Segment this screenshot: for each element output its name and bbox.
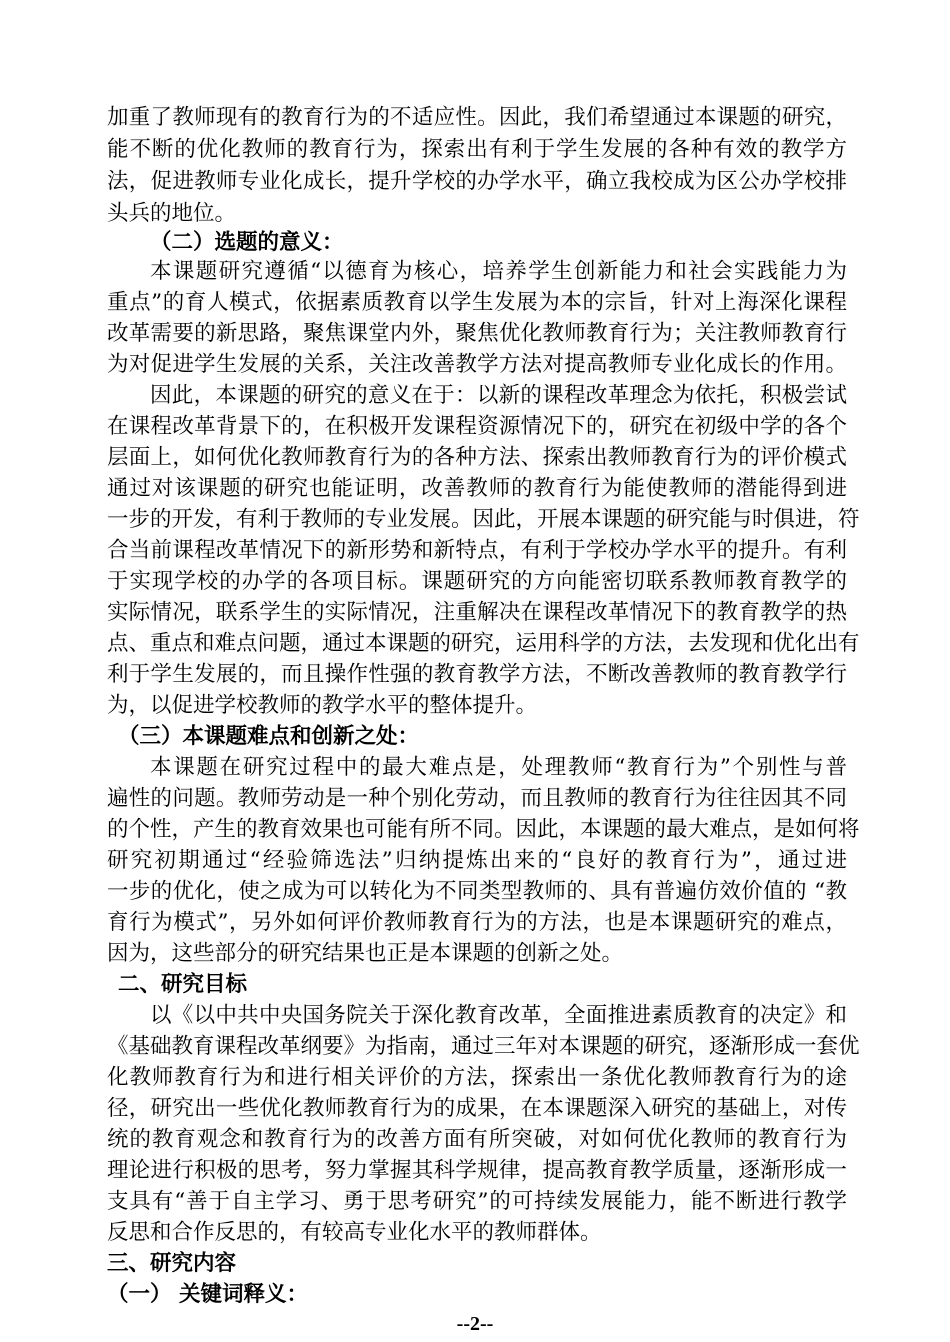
paragraph-line: 支具有“善于自主学习、勇于思考研究”的可持续发展能力，能不断进行教学: [107, 1189, 847, 1214]
paragraph-line: 加重了教师现有的教育行为的不适应性。因此，我们希望通过本课题的研究，: [107, 105, 847, 130]
paragraph-line: 点、重点和难点问题，通过本课题的研究，运用科学的方法，去发现和优化出有: [107, 631, 860, 656]
paragraph-line: 在课程改革背景下的，在积极开发课程资源情况下的，研究在初级中学的各个: [107, 414, 847, 439]
paragraph-line: 因此，本课题的研究的意义在于：以新的课程改革理念为依托，积极尝试: [150, 383, 847, 408]
section-heading: （三）本课题难点和创新之处：: [118, 724, 420, 749]
section-heading: 二、研究目标: [118, 972, 248, 997]
paragraph-line: 改革需要的新思路，聚焦课堂内外，聚焦优化教师教育行为；关注教师教育行: [107, 321, 847, 346]
paragraph-line: 利于学生发展的，而且操作性强的教育教学方法，不断改善教师的教育教学行: [107, 662, 847, 687]
paragraph-line: 为对促进学生发展的关系，关注改善教学方法对提高教师专业化成长的作用。: [107, 352, 847, 377]
section-heading: （一） 关键词释义：: [107, 1282, 308, 1307]
paragraph-line: 研究初期通过“经验筛选法”归纳提炼出来的“良好的教育行为”，通过进: [107, 848, 847, 873]
paragraph-line: 以《以中共中央国务院关于深化教育改革，全面推进素质教育的决定》和: [150, 1003, 847, 1028]
paragraph-line: 反思和合作反思的，有较高专业化水平的教师群体。: [107, 1220, 602, 1245]
paragraph-line: 理论进行积极的思考，努力掌握其科学规律，提高教育教学质量，逐渐形成一: [107, 1158, 847, 1183]
paragraph-line: 为，以促进学校教师的教学水平的整体提升。: [107, 693, 538, 718]
paragraph-line: 遍性的问题。教师劳动是一种个别化劳动，而且教师的教育行为往往因其不同: [107, 786, 847, 811]
paragraph-line: 法，促进教师专业化成长，提升学校的办学水平，确立我校成为区公办学校排: [107, 169, 847, 194]
paragraph-line: 头兵的地位。: [107, 201, 237, 226]
paragraph-line: 因为，这些部分的研究结果也正是本课题的创新之处。: [107, 941, 624, 966]
paragraph-line: 一步的开发，有利于教师的专业发展。因此，开展本课题的研究能与时俱进，符: [107, 507, 860, 532]
paragraph-line: 重点”的育人模式，依据素质教育以学生发展为本的宗旨，针对上海深化课程: [107, 290, 847, 315]
paragraph-line: 本课题研究遵循“以德育为核心，培养学生创新能力和社会实践能力为: [150, 259, 847, 284]
paragraph-line: 统的教育观念和教育行为的改善方面有所突破，对如何优化教师的教育行为: [107, 1127, 847, 1152]
section-heading: （二）选题的意义：: [150, 230, 344, 255]
section-heading: 三、研究内容: [107, 1251, 237, 1276]
paragraph-line: 通过对该课题的研究也能证明，改善教师的教育行为能使教师的潜能得到进: [107, 476, 847, 501]
paragraph-line: 化教师教育行为和进行相关评价的方法，探索出一条优化教师教育行为的途: [107, 1065, 847, 1090]
paragraph-line: 《基础教育课程改革纲要》为指南，通过三年对本课题的研究，逐渐形成一套优: [107, 1034, 860, 1059]
page-number: --2--: [456, 1313, 494, 1335]
paragraph-line: 育行为模式”，另外如何评价教师教育行为的方法，也是本课题研究的难点，: [107, 910, 847, 935]
paragraph-line: 本课题在研究过程中的最大难点是，处理教师“教育行为”个别性与普: [150, 755, 847, 780]
paragraph-line: 于实现学校的办学的各项目标。课题研究的方向能密切联系教师教育教学的: [107, 569, 847, 594]
paragraph-line: 径，研究出一些优化教师教育行为的成果，在本课题深入研究的基础上，对传: [107, 1096, 847, 1121]
paragraph-line: 的个性，产生的教育效果也可能有所不同。因此，本课题的最大难点，是如何将: [107, 817, 860, 842]
paragraph-line: 合当前课程改革情况下的新形势和新特点，有利于学校办学水平的提升。有利: [107, 538, 847, 563]
paragraph-line: 层面上，如何优化教师教育行为的各种方法、探索出教师教育行为的评价模式: [107, 445, 847, 470]
paragraph-line: 一步的优化，使之成为可以转化为不同类型教师的、具有普遍仿效价值的 “教: [107, 879, 847, 904]
paragraph-line: 能不断的优化教师的教育行为，探索出有利于学生发展的各种有效的教学方: [107, 137, 847, 162]
paragraph-line: 实际情况，联系学生的实际情况，注重解决在课程改革情况下的教育教学的热: [107, 600, 847, 625]
